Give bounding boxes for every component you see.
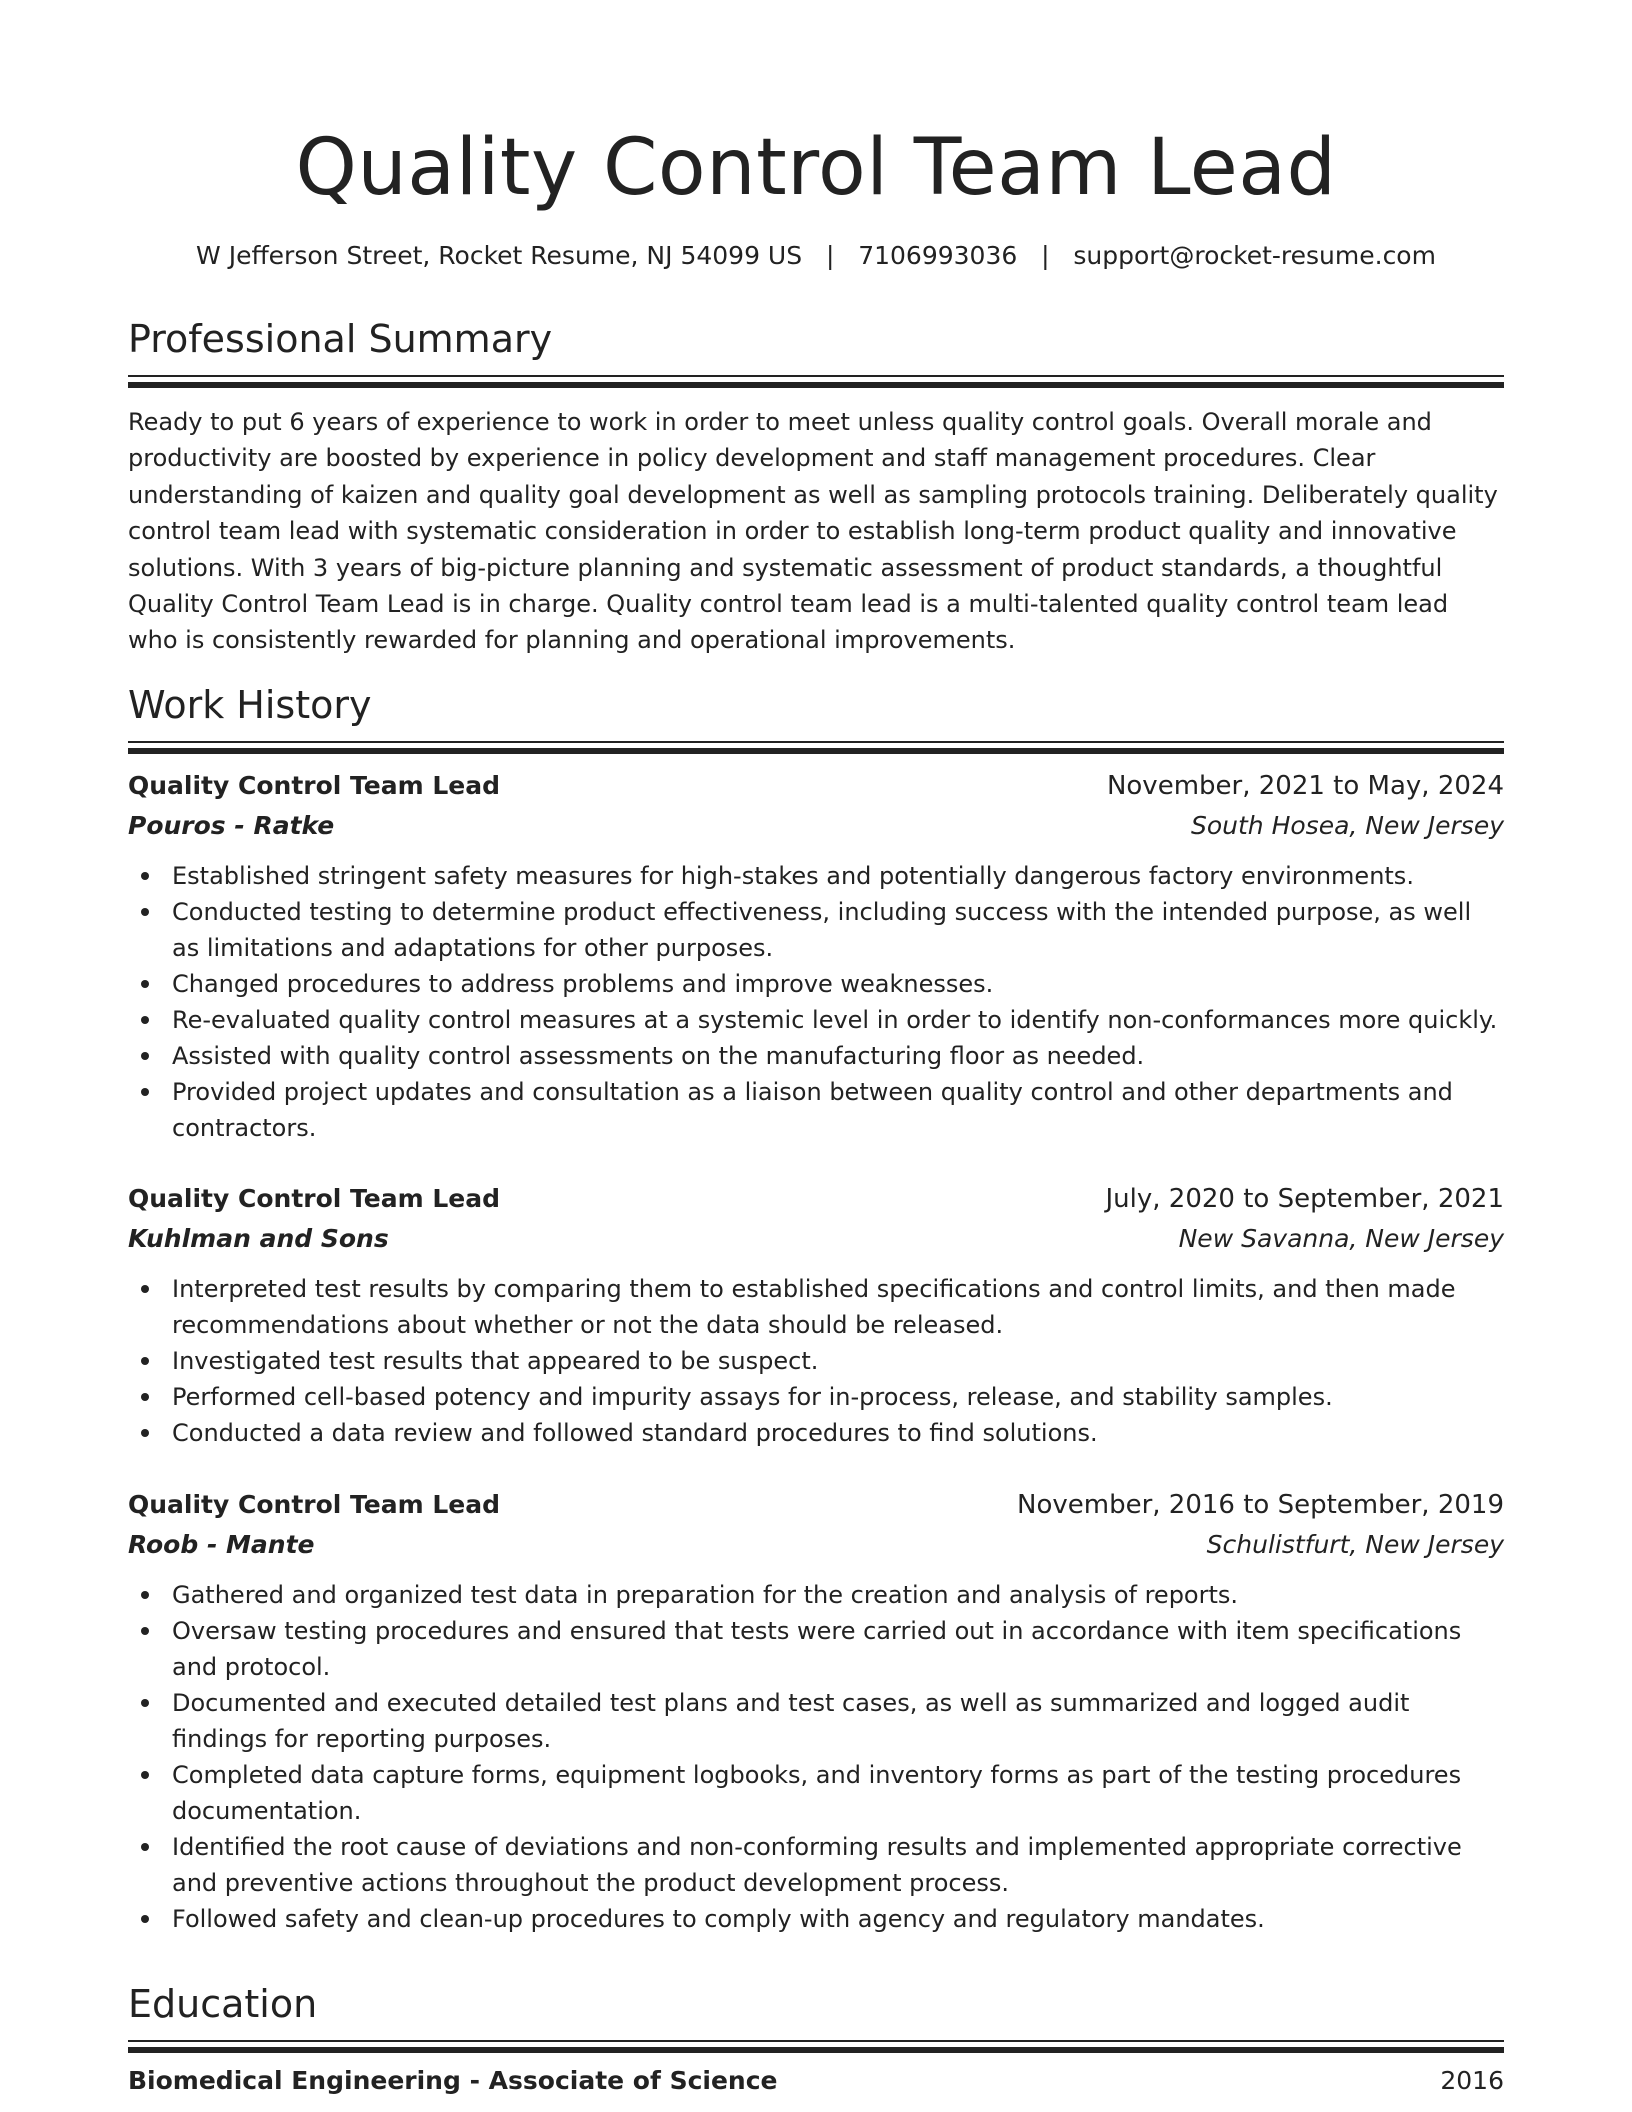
- bullet-icon: [141, 1771, 149, 1779]
- bullet-text: Identified the root cause of deviations and non-conforming results and implemented appropriate corrective and preventive actions throughout the product development process.: [172, 1833, 1462, 1897]
- list-item: [128, 1757, 1504, 1829]
- job-title: Quality Control Team Lead: [128, 1490, 501, 1519]
- list-item: [128, 1613, 1504, 1685]
- section-divider: [128, 375, 1504, 377]
- section-divider: [128, 741, 1504, 743]
- job-company: Kuhlman and Sons: [128, 1224, 389, 1253]
- job-dates: July, 2020 to September, 2021: [1105, 1184, 1504, 1214]
- section-divider-thick: [128, 382, 1504, 388]
- contact-line: W Jefferson Street, Rocket Resume, NJ 54099 US | 7106993036 | support@rocket-resume.com: [196, 241, 1436, 270]
- work-history-section: [128, 680, 1504, 754]
- bullet-text: Investigated test results that appeared to be suspect.: [172, 1347, 819, 1375]
- job-bullets: [128, 858, 1504, 1146]
- list-item: [128, 894, 1504, 966]
- list-item: [128, 1685, 1504, 1757]
- education-degree: Biomedical Engineering - Associate of Science: [128, 2066, 778, 2095]
- bullet-text: Conducted testing to determine product effectiveness, including success with the intended purpose, as well as limitations and adaptations for other purposes.: [172, 898, 1472, 962]
- bullet-text: Followed safety and clean-up procedures to comply with agency and regulatory mandates.: [172, 1905, 1265, 1933]
- job-location: Schulistfurt, New Jersey: [1206, 1530, 1504, 1559]
- job-dates: November, 2021 to May, 2024: [1106, 771, 1504, 801]
- list-item: [128, 1343, 1504, 1379]
- bullet-icon: [141, 1429, 149, 1437]
- education-heading: Education: [128, 1982, 318, 2026]
- bullet-icon: [141, 1393, 149, 1401]
- bullet-text: Interpreted test results by comparing them to established specifications and control limits, and then made recommendations about whether or not the data should be released.: [172, 1275, 1456, 1339]
- bullet-text: Assisted with quality control assessments on the manufacturing floor as needed.: [172, 1042, 1145, 1070]
- job-bullets: [128, 1271, 1504, 1451]
- work-history-heading: Work History: [128, 683, 372, 727]
- job-title: Quality Control Team Lead: [128, 1184, 501, 1213]
- list-item: [128, 1002, 1504, 1038]
- bullet-text: Performed cell-based potency and impurity assays for in-process, release, and stability samples.: [172, 1383, 1333, 1411]
- bullet-icon: [141, 1843, 149, 1851]
- bullet-text: Completed data capture forms, equipment logbooks, and inventory forms as part of the testing procedures documentation.: [172, 1761, 1462, 1825]
- list-item: [128, 966, 1504, 1002]
- education-year: 2016: [1440, 2066, 1504, 2095]
- job-location: New Savanna, New Jersey: [1178, 1224, 1504, 1253]
- bullet-text: Established stringent safety measures for high-stakes and potentially dangerous factory environments.: [172, 862, 1414, 890]
- job-dates: November, 2016 to September, 2019: [1017, 1490, 1504, 1520]
- bullet-icon: [141, 1357, 149, 1365]
- bullet-text: Changed procedures to address problems and improve weaknesses.: [172, 970, 994, 998]
- bullet-text: Documented and executed detailed test plans and test cases, as well as summarized and logged audit findings for reporting purposes.: [172, 1689, 1410, 1753]
- bullet-icon: [141, 1052, 149, 1060]
- bullet-icon: [141, 1016, 149, 1024]
- list-item: [128, 1038, 1504, 1074]
- job-location: South Hosea, New Jersey: [1190, 811, 1504, 840]
- bullet-icon: [141, 1088, 149, 1096]
- list-item: [128, 1074, 1504, 1146]
- summary-heading: Professional Summary: [128, 317, 553, 361]
- list-item: [128, 1577, 1504, 1613]
- section-divider-thick: [128, 2047, 1504, 2053]
- list-item: [128, 1829, 1504, 1901]
- summary-text: Ready to put 6 years of experience to work in order to meet unless quality control goals. Overall morale and productivity are boosted by experience in policy development and staff management procedures. Clear understanding of kaizen and quality goal development as well as sampling protocols training. Deliberately quality control team lead with systematic consideration in order to establish long-term product quality and innovative solutions. With 3 years of big-picture planning and systematic assessment of product standards, a thoughtful Quality Control Team Lead is in charge. Quality control team lead is a multi-talented quality control team lead who is consistently rewarded for planning and operational improvements.: [128, 408, 1498, 655]
- bullet-text: Provided project updates and consultation as a liaison between quality control and other departments and contractors.: [172, 1078, 1453, 1142]
- job-company: Pouros - Ratke: [128, 811, 335, 840]
- education-section: [128, 1979, 1504, 2101]
- bullet-icon: [141, 1285, 149, 1293]
- bullet-text: Re-evaluated quality control measures at a systemic level in order to identify non-conformances more quickly.: [172, 1006, 1498, 1034]
- section-divider: [128, 2040, 1504, 2042]
- section-divider-thick: [128, 748, 1504, 754]
- job-title: Quality Control Team Lead: [128, 771, 501, 800]
- bullet-icon: [141, 1627, 149, 1635]
- list-item: [128, 1379, 1504, 1415]
- bullet-icon: [141, 908, 149, 916]
- bullet-text: Conducted a data review and followed standard procedures to find solutions.: [172, 1419, 1098, 1447]
- bullet-icon: [141, 1699, 149, 1707]
- list-item: [128, 1901, 1504, 1937]
- bullet-text: Oversaw testing procedures and ensured that tests were carried out in accordance with item specifications and protocol.: [172, 1617, 1462, 1681]
- bullet-text: Gathered and organized test data in preparation for the creation and analysis of reports.: [172, 1581, 1239, 1609]
- job-entry: [128, 1179, 1504, 1451]
- list-item: [128, 1415, 1504, 1451]
- list-item: [128, 858, 1504, 894]
- job-company: Roob - Mante: [128, 1530, 315, 1559]
- list-item: [128, 1271, 1504, 1343]
- bullet-icon: [141, 1591, 149, 1599]
- job-entry: [128, 766, 1504, 1146]
- bullet-icon: [141, 1915, 149, 1923]
- job-entry: [128, 1485, 1504, 1937]
- bullet-icon: [141, 980, 149, 988]
- job-bullets: [128, 1577, 1504, 1937]
- summary-section: [128, 314, 1504, 659]
- candidate-name: Quality Control Team Lead: [295, 123, 1337, 213]
- bullet-icon: [141, 872, 149, 880]
